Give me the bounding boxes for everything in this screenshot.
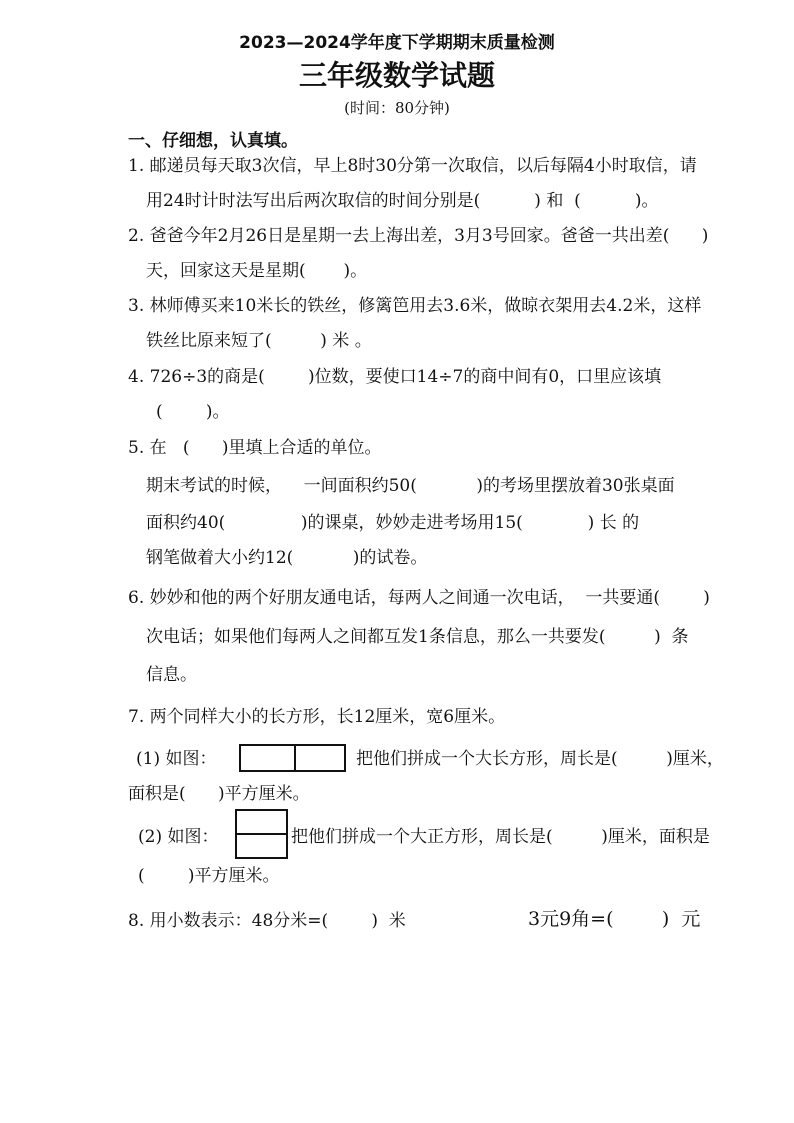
q7-part1-line2: 面积是( )平方厘米。	[128, 784, 310, 804]
q5-line3: 面积约40( )的课桌，妙妙走进考场用15( ) 长 的	[146, 513, 640, 533]
exam-header-line: 2023—2024学年度下学期期末质量检测	[239, 33, 555, 53]
q3-line1: 3. 林师傅买来10米长的铁丝，修篱笆用去3.6米，做晾衣架用去4.2米，这样	[128, 296, 702, 316]
q7-part1-label: (1) 如图：	[136, 749, 217, 769]
section-heading: 一、仔细想，认真填。	[128, 131, 298, 151]
q7-figure-divider	[294, 746, 296, 770]
q6-line2: 次电话；如果他们每两人之间都互发1条信息，那么一共要发( ) 条	[146, 627, 689, 647]
q5-line1: 5. 在 ( )里填上合适的单位。	[128, 438, 382, 458]
q7-figure-divider	[237, 833, 286, 835]
q7-figure-long-rectangle	[239, 744, 346, 772]
q7-part2-label: (2) 如图：	[138, 827, 219, 847]
q6-line1: 6. 妙妙和他的两个好朋友通电话，每两人之间通一次电话， 一共要通( )	[128, 588, 710, 608]
exam-time: (时间：80分钟)	[344, 99, 450, 117]
q7-part2-text: 把他们拼成一个大正方形，周长是( )厘米，面积是	[291, 827, 710, 847]
q6-line3: 信息。	[146, 665, 197, 685]
q7-figure-square	[235, 809, 288, 859]
q3-line2: 铁丝比原来短了( ) 米 。	[146, 331, 372, 351]
q7-line1: 7. 两个同样大小的长方形，长12厘米，宽6厘米。	[128, 707, 506, 727]
q5-line4: 钢笔做着大小约12( )的试卷。	[146, 548, 428, 568]
q7-part1-text: 把他们拼成一个大长方形，周长是( )厘米，	[356, 749, 724, 769]
q2-line2: 天，回家这天是星期( )。	[146, 261, 368, 281]
exam-title: 三年级数学试题	[298, 59, 495, 92]
q1-line2: 用24时计时法写出后两次取信的时间分别是( ) 和 ( )。	[146, 191, 659, 211]
q4-line2: ( )。	[156, 402, 230, 422]
q4-line1: 4. 726÷3的商是( )位数，要使口14÷7的商中间有0，口里应该填	[128, 367, 662, 387]
q1-line1: 1. 邮递员每天取3次信，早上8时30分第一次取信，以后每隔4小时取信，请	[128, 156, 697, 176]
q8-part1: 8. 用小数表示：48分米=( ) 米	[128, 911, 406, 931]
q2-line1: 2. 爸爸今年2月26日是星期一去上海出差，3月3号回家。爸爸一共出差( )	[128, 226, 709, 246]
q8-part2: 3元9角=( ) 元	[528, 908, 701, 930]
q7-part2-line2: ( )平方厘米。	[138, 866, 280, 886]
q5-line2: 期末考试的时候， 一间面积约50( )的考场里摆放着30张桌面	[146, 476, 675, 496]
